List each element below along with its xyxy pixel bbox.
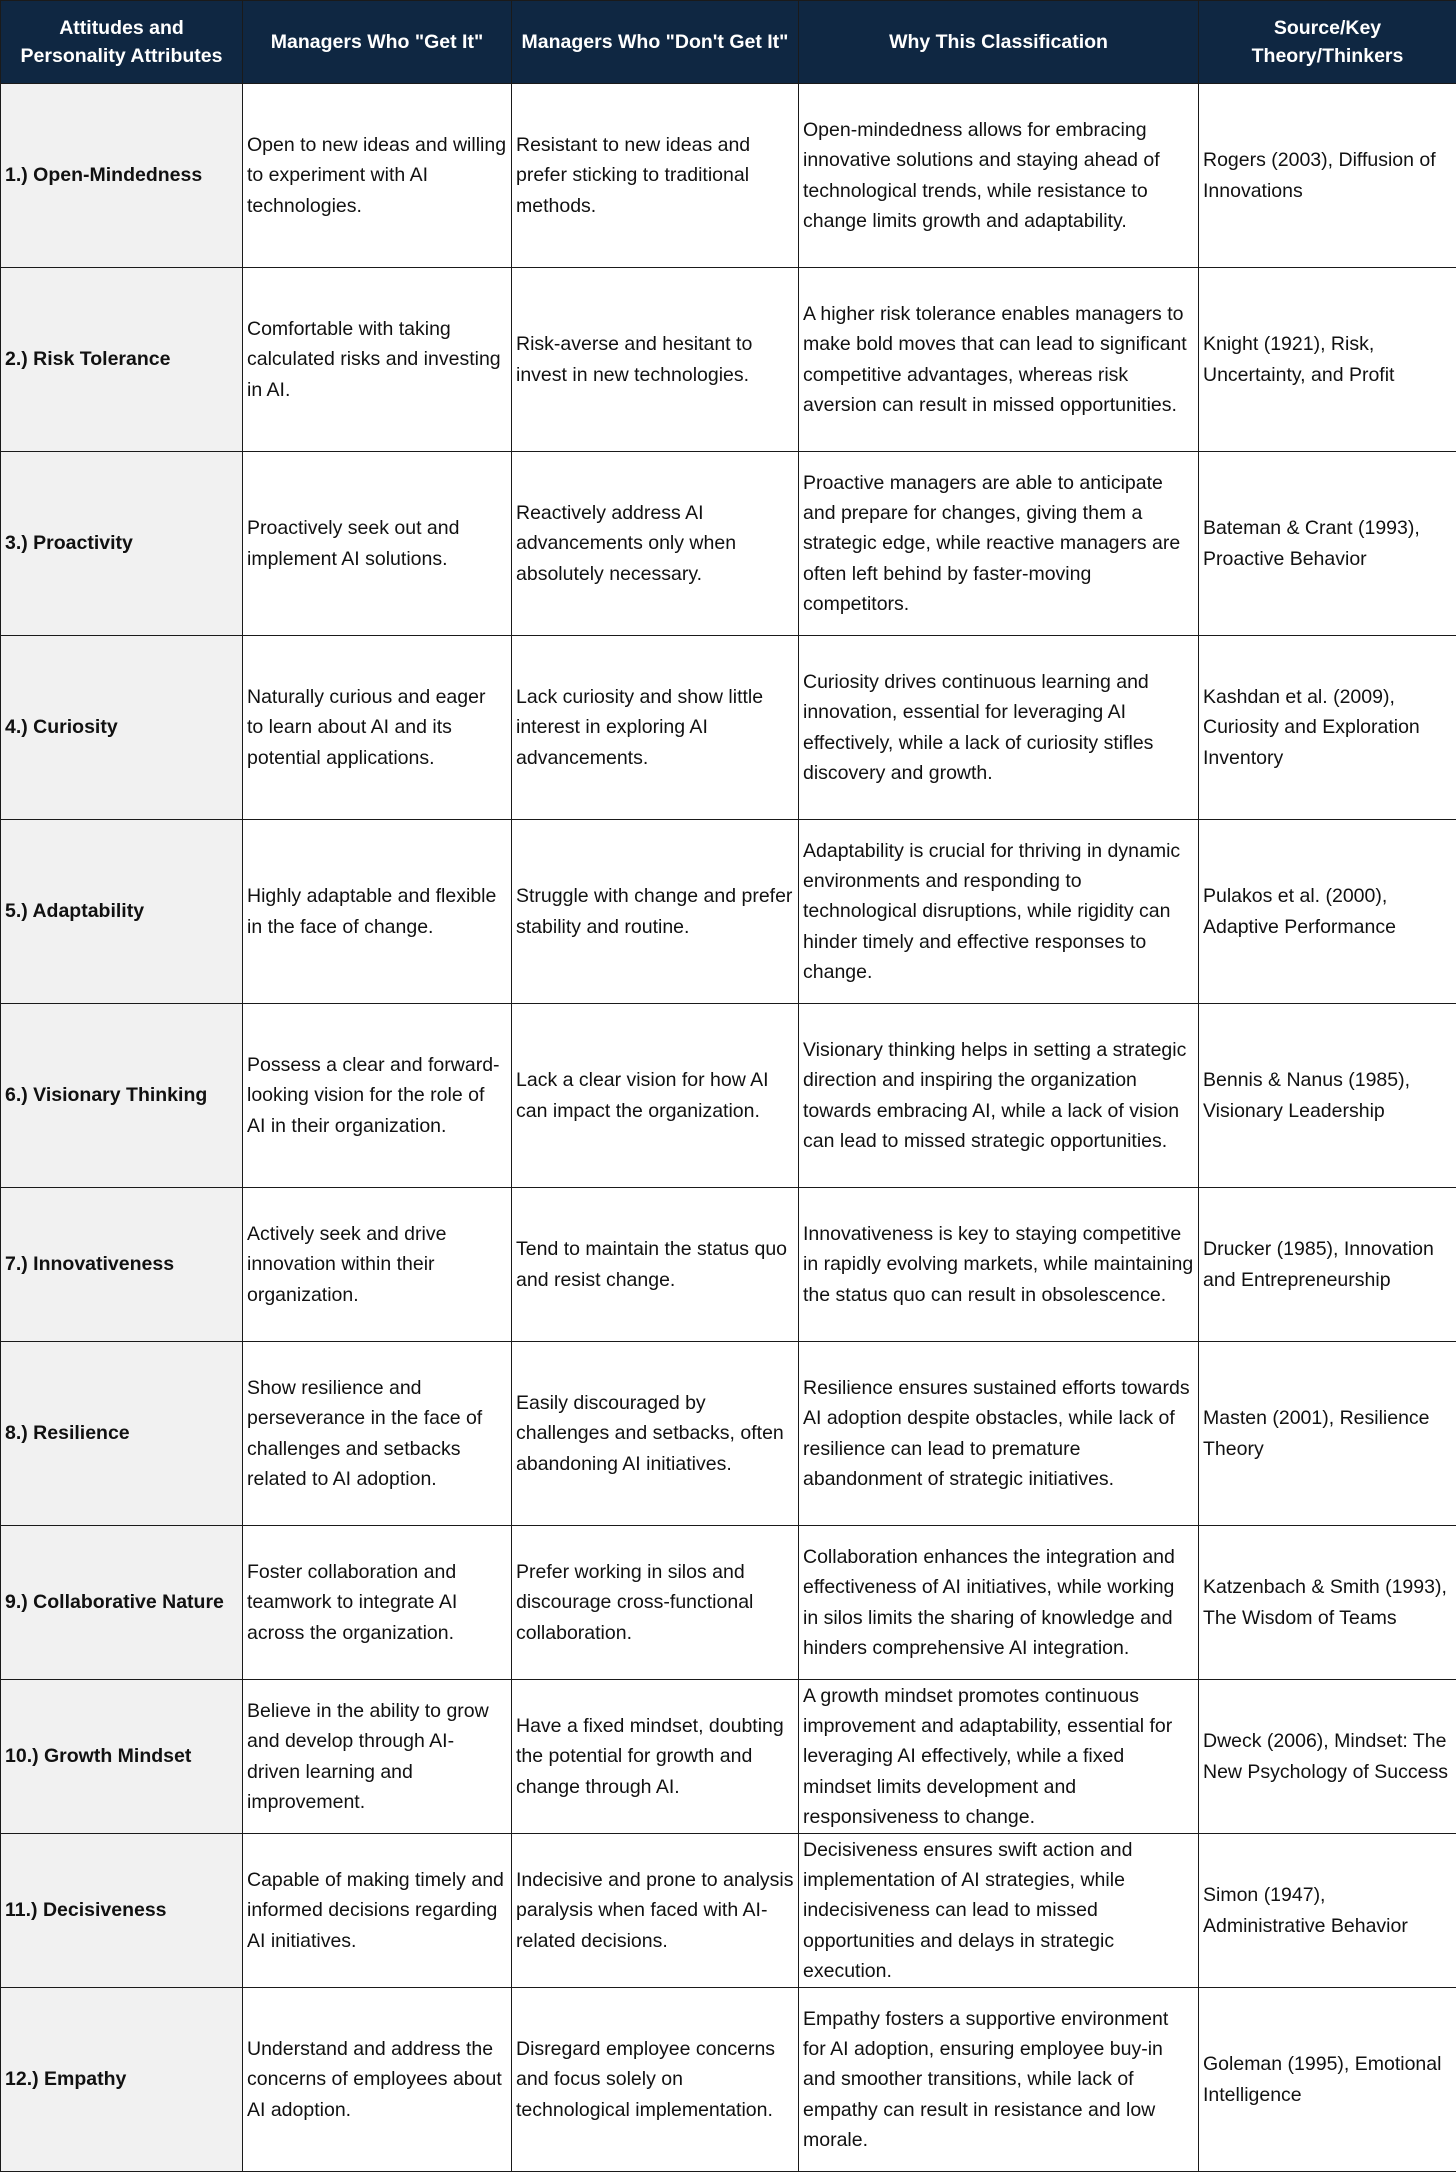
attribute-cell: 8.) Resilience (1, 1342, 243, 1526)
why-cell: Empathy fosters a supportive environment for AI adoption, ensuring employee buy-in and smoother transitions, while lack of empathy can result in resistance and low morale. (799, 1988, 1199, 2172)
source-cell: Bateman & Crant (1993), Proactive Behavior (1199, 452, 1456, 636)
attribute-cell: 12.) Empathy (1, 1988, 243, 2172)
table-row (1, 1988, 1456, 2172)
why-cell: Resilience ensures sustained efforts towards AI adoption despite obstacles, while lack of resilience can lead to premature abandonment of strategic initiatives. (799, 1342, 1199, 1526)
table-row (1, 1188, 1456, 1342)
get-it-cell: Show resilience and perseverance in the face of challenges and setbacks related to AI adoption. (243, 1342, 512, 1526)
attribute-cell: 1.) Open-Mindedness (1, 84, 243, 268)
why-cell: A higher risk tolerance enables managers to make bold moves that can lead to significant competitive advantages, whereas risk aversion can result in missed opportunities. (799, 268, 1199, 452)
attribute-cell: 3.) Proactivity (1, 452, 243, 636)
table-row (1, 820, 1456, 1004)
header-dont-get-it: Managers Who "Don't Get It" (512, 1, 799, 84)
table-row (1, 636, 1456, 820)
why-cell: Proactive managers are able to anticipate and prepare for changes, giving them a strategic edge, while reactive managers are often left behind by faster-moving competitors. (799, 452, 1199, 636)
dont-get-it-cell: Have a fixed mindset, doubting the potential for growth and change through AI. (512, 1680, 799, 1834)
get-it-cell: Actively seek and drive innovation within their organization. (243, 1188, 512, 1342)
header-get-it: Managers Who "Get It" (243, 1, 512, 84)
get-it-cell: Comfortable with taking calculated risks and investing in AI. (243, 268, 512, 452)
table-row (1, 452, 1456, 636)
attribute-cell: 7.) Innovativeness (1, 1188, 243, 1342)
source-cell: Kashdan et al. (2009), Curiosity and Exploration Inventory (1199, 636, 1456, 820)
why-cell: Collaboration enhances the integration and effectiveness of AI initiatives, while working in silos limits the sharing of knowledge and hinders comprehensive AI integration. (799, 1526, 1199, 1680)
table-header-row (1, 1, 1456, 84)
source-cell: Rogers (2003), Diffusion of Innovations (1199, 84, 1456, 268)
why-cell: Innovativeness is key to staying competitive in rapidly evolving markets, while maintaining the status quo can result in obsolescence. (799, 1188, 1199, 1342)
dont-get-it-cell: Lack a clear vision for how AI can impact the organization. (512, 1004, 799, 1188)
dont-get-it-cell: Disregard employee concerns and focus solely on technological implementation. (512, 1988, 799, 2172)
source-cell: Pulakos et al. (2000), Adaptive Performance (1199, 820, 1456, 1004)
table-row (1, 1526, 1456, 1680)
get-it-cell: Naturally curious and eager to learn about AI and its potential applications. (243, 636, 512, 820)
source-cell: Knight (1921), Risk, Uncertainty, and Profit (1199, 268, 1456, 452)
why-cell: Adaptability is crucial for thriving in dynamic environments and responding to technological disruptions, while rigidity can hinder timely and effective responses to change. (799, 820, 1199, 1004)
dont-get-it-cell: Prefer working in silos and discourage cross-functional collaboration. (512, 1526, 799, 1680)
why-cell: Visionary thinking helps in setting a strategic direction and inspiring the organization towards embracing AI, while a lack of vision can lead to missed strategic opportunities. (799, 1004, 1199, 1188)
get-it-cell: Understand and address the concerns of employees about AI adoption. (243, 1988, 512, 2172)
source-cell: Katzenbach & Smith (1993), The Wisdom of Teams (1199, 1526, 1456, 1680)
attribute-cell: 5.) Adaptability (1, 820, 243, 1004)
why-cell: A growth mindset promotes continuous improvement and adaptability, essential for leveraging AI effectively, while a fixed mindset limits development and responsiveness to change. (799, 1680, 1199, 1834)
get-it-cell: Possess a clear and forward-looking vision for the role of AI in their organization. (243, 1004, 512, 1188)
dont-get-it-cell: Tend to maintain the status quo and resist change. (512, 1188, 799, 1342)
attribute-cell: 11.) Decisiveness (1, 1834, 243, 1988)
dont-get-it-cell: Resistant to new ideas and prefer sticking to traditional methods. (512, 84, 799, 268)
table-row (1, 268, 1456, 452)
source-cell: Bennis & Nanus (1985), Visionary Leadership (1199, 1004, 1456, 1188)
dont-get-it-cell: Risk-averse and hesitant to invest in new technologies. (512, 268, 799, 452)
get-it-cell: Open to new ideas and willing to experiment with AI technologies. (243, 84, 512, 268)
attribute-cell: 4.) Curiosity (1, 636, 243, 820)
source-cell: Simon (1947), Administrative Behavior (1199, 1834, 1456, 1988)
attribute-cell: 9.) Collaborative Nature (1, 1526, 243, 1680)
attribute-cell: 6.) Visionary Thinking (1, 1004, 243, 1188)
dont-get-it-cell: Easily discouraged by challenges and setbacks, often abandoning AI initiatives. (512, 1342, 799, 1526)
why-cell: Decisiveness ensures swift action and implementation of AI strategies, while indecisiveness can lead to missed opportunities and delays in strategic execution. (799, 1834, 1199, 1988)
get-it-cell: Highly adaptable and flexible in the face of change. (243, 820, 512, 1004)
table-row (1, 84, 1456, 268)
dont-get-it-cell: Indecisive and prone to analysis paralysis when faced with AI-related decisions. (512, 1834, 799, 1988)
source-cell: Goleman (1995), Emotional Intelligence (1199, 1988, 1456, 2172)
get-it-cell: Proactively seek out and implement AI solutions. (243, 452, 512, 636)
get-it-cell: Foster collaboration and teamwork to integrate AI across the organization. (243, 1526, 512, 1680)
table-row (1, 1004, 1456, 1188)
header-why: Why This Classification (799, 1, 1199, 84)
header-source: Source/Key Theory/Thinkers (1199, 1, 1456, 84)
dont-get-it-cell: Reactively address AI advancements only when absolutely necessary. (512, 452, 799, 636)
table-row (1, 1342, 1456, 1526)
get-it-cell: Capable of making timely and informed decisions regarding AI initiatives. (243, 1834, 512, 1988)
attribute-cell: 2.) Risk Tolerance (1, 268, 243, 452)
header-attributes: Attitudes and Personality Attributes (1, 1, 243, 84)
why-cell: Open-mindedness allows for embracing innovative solutions and staying ahead of technological trends, while resistance to change limits growth and adaptability. (799, 84, 1199, 268)
why-cell: Curiosity drives continuous learning and innovation, essential for leveraging AI effectively, while a lack of curiosity stifles discovery and growth. (799, 636, 1199, 820)
source-cell: Masten (2001), Resilience Theory (1199, 1342, 1456, 1526)
source-cell: Drucker (1985), Innovation and Entrepreneurship (1199, 1188, 1456, 1342)
attribute-cell: 10.) Growth Mindset (1, 1680, 243, 1834)
dont-get-it-cell: Struggle with change and prefer stability and routine. (512, 820, 799, 1004)
dont-get-it-cell: Lack curiosity and show little interest in exploring AI advancements. (512, 636, 799, 820)
table-row (1, 1834, 1456, 1988)
table-row (1, 1680, 1456, 1834)
source-cell: Dweck (2006), Mindset: The New Psychology of Success (1199, 1680, 1456, 1834)
get-it-cell: Believe in the ability to grow and develop through AI-driven learning and improvement. (243, 1680, 512, 1834)
